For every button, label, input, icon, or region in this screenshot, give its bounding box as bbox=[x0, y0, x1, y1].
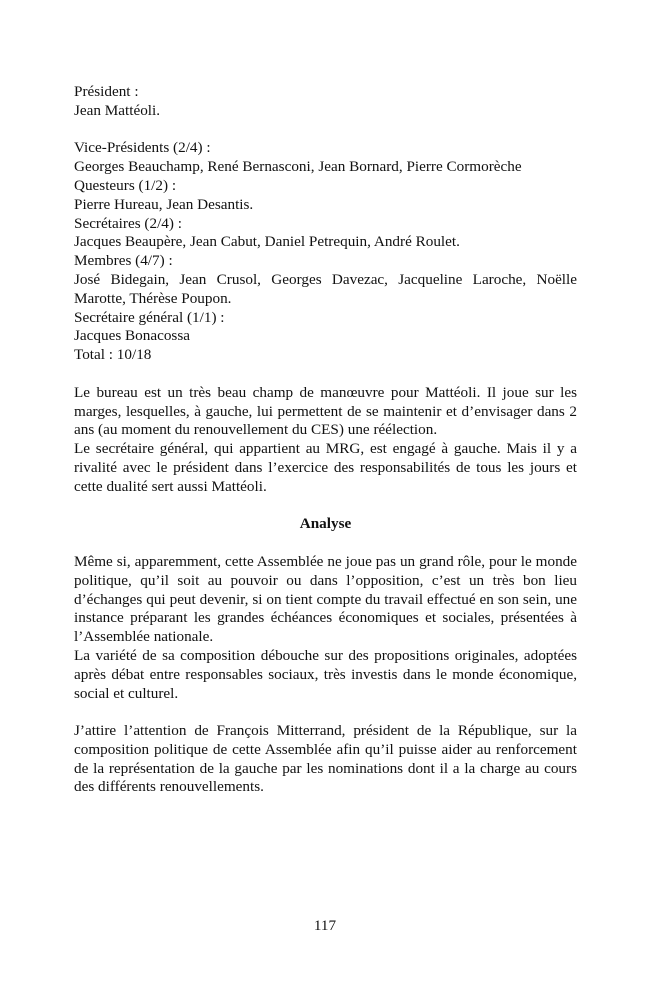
secretaires-names: Jacques Beaupère, Jean Cabut, Daniel Petrequin, André Roulet. bbox=[74, 233, 460, 251]
membres-names: José Bidegain, Jean Crusol, Georges Davezac, Jacqueline Laroche, Noëlle Marotte, Thérèse Poupon. bbox=[74, 270, 577, 307]
paragraph-secretaire-general: Le secrétaire général, qui appartient au MRG, est engagé à gauche. Mais il y a rivalité avec le président dans l’exercice des responsabilités de tous les jours et cette dualité sert aussi Mattéoli. bbox=[74, 440, 577, 495]
paragraph-mitterrand: J’attire l’attention de François Mitterrand, président de la République, sur la composition politique de cette Assemblée afin qu’il puisse aider au renforcement de la représentation de la gauche par les nominations dont il a la charge au cours des différents renouvellements. bbox=[74, 722, 577, 796]
questeurs-names: Pierre Hureau, Jean Desantis. bbox=[74, 195, 254, 213]
secretaire-general-label: Secrétaire général (1/1) : bbox=[74, 308, 225, 326]
president-label: Président : bbox=[74, 83, 139, 100]
paragraph-analyse-2: La variété de sa composition débouche sur des propositions originales, adoptées après débat entre responsables sociaux, très investis dans le monde économique, social et culturel. bbox=[74, 646, 577, 702]
page-number: 117 bbox=[313, 917, 337, 934]
membres-label: Membres (4/7) : bbox=[74, 252, 173, 270]
vice-presidents-label: Vice-Présidents (2/4) : bbox=[74, 139, 211, 157]
vice-presidents-names: Georges Beauchamp, René Bernasconi, Jean Bornard, Pierre Cormorèche bbox=[74, 158, 522, 176]
page-content bbox=[74, 83, 577, 797]
secretaires-label: Secrétaires (2/4) : bbox=[74, 214, 182, 232]
total-line: Total : 10/18 bbox=[74, 346, 152, 364]
president-name: Jean Mattéoli. bbox=[74, 101, 161, 119]
section-heading-analyse: Analyse bbox=[299, 515, 352, 533]
questeurs-label: Questeurs (1/2) : bbox=[74, 176, 177, 194]
secretaire-general-name: Jacques Bonacossa bbox=[74, 327, 190, 345]
paragraph-analyse-1: Même si, apparemment, cette Assemblée ne joue pas un grand rôle, pour le monde politique, qu’il soit au pouvoir ou dans l’opposition, c’est un très bon lieu d’échanges qui peut devenir, si on tient compte du travail effectué en son sein, une instance préparant les grandes échéances économiques et sociales, présentées à l’Assemblée nationale. bbox=[74, 552, 577, 646]
paragraph-bureau: Le bureau est un très beau champ de manœuvre pour Mattéoli. Il joue sur les marges, lesquelles, à gauche, lui permettent de se maintenir et d’envisager dans 2 ans (au moment du renouvellement du CES) une réélection. bbox=[74, 383, 577, 439]
